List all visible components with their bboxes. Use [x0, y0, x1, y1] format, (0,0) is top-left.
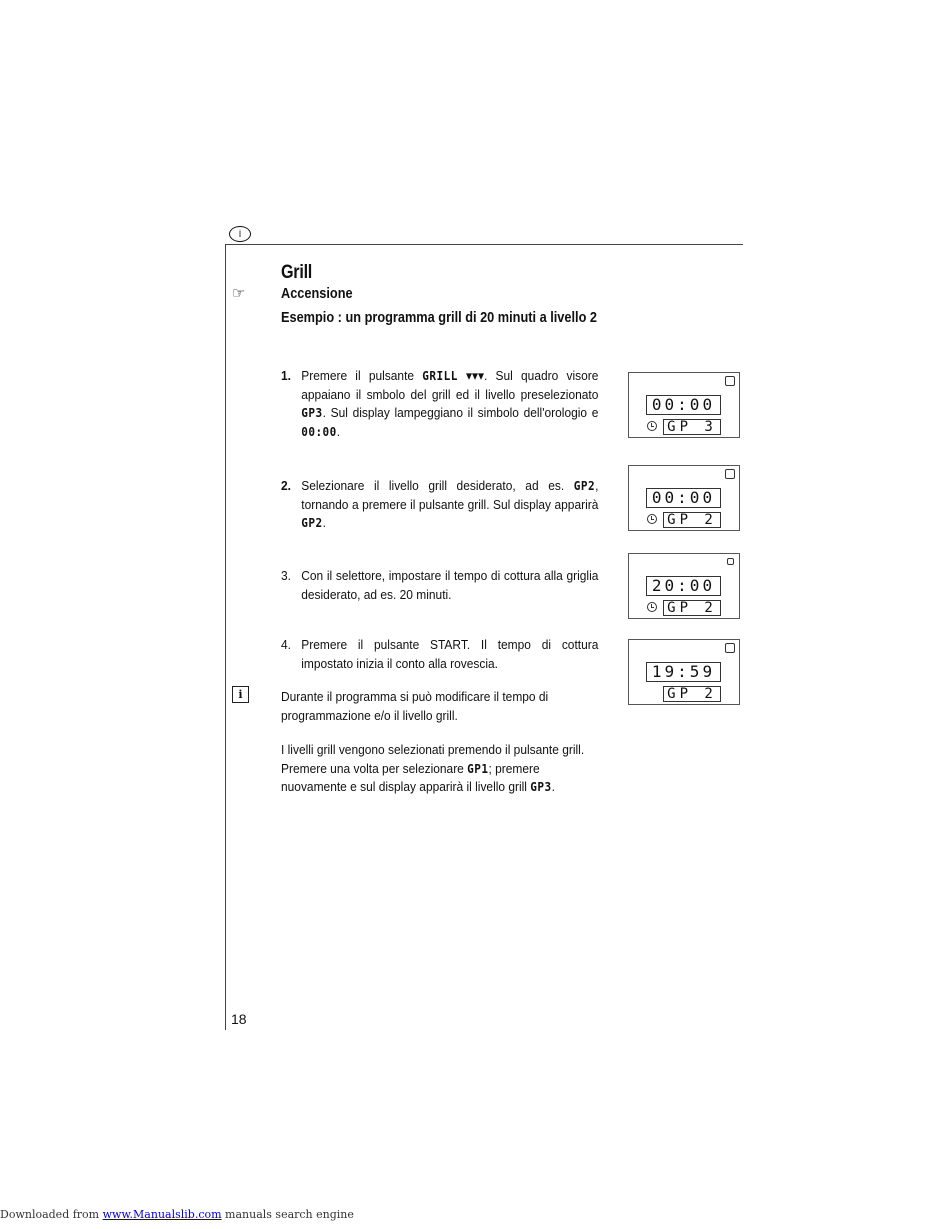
download-footer: Downloaded from www.Manualslib.com manuals search engine: [0, 1208, 354, 1221]
manualslib-link[interactable]: www.Manualslib.com: [102, 1208, 222, 1221]
time-code: 00:00: [301, 424, 337, 439]
oven-icon: [725, 643, 735, 653]
levels-note: [281, 741, 598, 797]
step-number: 4.: [281, 637, 291, 652]
step-text: Selezionare il livello grill desiderato, ad es. GP2, tornando a premere il pulsante grill. Sul display apparirà GP2.: [301, 478, 599, 530]
example-heading: Esempio : un programma grill di 20 minuti a livello 2: [281, 309, 597, 326]
header-rule: [226, 244, 743, 245]
oven-icon: [725, 376, 735, 386]
level-code: GP3: [530, 780, 552, 794]
page-number: 18: [231, 1011, 247, 1027]
oven-display-1: [628, 372, 740, 438]
margin-rule: [225, 244, 226, 1030]
level-code: GP1: [467, 761, 489, 776]
grill-button-label: GRILL: [422, 369, 458, 383]
level-code: GP2: [301, 516, 323, 530]
clock-icon: [647, 602, 657, 612]
step-4: [281, 636, 598, 673]
oven-display-4: [628, 639, 740, 705]
section-title: Grill: [281, 262, 313, 283]
pointing-hand-icon: ☞: [232, 285, 246, 302]
oven-icon: [725, 469, 735, 479]
display-level: GP 2: [663, 512, 721, 528]
display-level: GP 2: [663, 686, 721, 702]
oven-display-3: [628, 553, 740, 619]
display-time: 20:00: [646, 576, 721, 596]
level-code: GP2: [573, 479, 596, 493]
display-time: 00:00: [646, 395, 721, 415]
step-number: 3.: [281, 568, 291, 583]
levels-note-line-2: Premere una volta per selezionare GP1; premere nuovamente e sul display apparirà il livello grill GP3.: [281, 760, 555, 794]
info-icon: i: [232, 686, 249, 703]
levels-note-line-1: I livelli grill vengono selezionati premendo il pulsante grill.: [281, 742, 585, 757]
oven-icon: [727, 558, 734, 565]
step-1: [281, 367, 598, 441]
step-text: Premere il pulsante START. Il tempo di cottura impostato inizia il conto alla rovescia.: [301, 637, 599, 671]
level-code: GP3: [301, 406, 323, 420]
step-number: 2.: [281, 478, 291, 493]
info-note: Durante il programma si può modificare il tempo di programmazione e/o il livello grill.: [281, 689, 549, 723]
clock-icon: [647, 421, 657, 431]
step-number: 1.: [281, 368, 291, 383]
step-2: [281, 477, 598, 533]
display-level: GP 2: [663, 600, 721, 616]
clock-icon: [647, 514, 657, 524]
display-level: GP 3: [663, 419, 721, 435]
display-time: 19:59: [646, 662, 721, 682]
step-3: [281, 567, 598, 604]
oven-display-2: [628, 465, 740, 531]
language-badge: I: [229, 226, 251, 242]
section-subtitle: Accensione: [281, 285, 353, 302]
display-time: 00:00: [646, 488, 721, 508]
step-text: Premere il pulsante GRILL ▾▾▾. Sul quadro visore appaiano il smbolo del grill ed il livello preselezionato GP3. Sul display lampeggiano il simbolo dell'orologio e 00:00.: [301, 368, 599, 439]
step-text: Con il selettore, impostare il tempo di cottura alla griglia desiderato, ad es. 20 minuti.: [301, 568, 599, 602]
